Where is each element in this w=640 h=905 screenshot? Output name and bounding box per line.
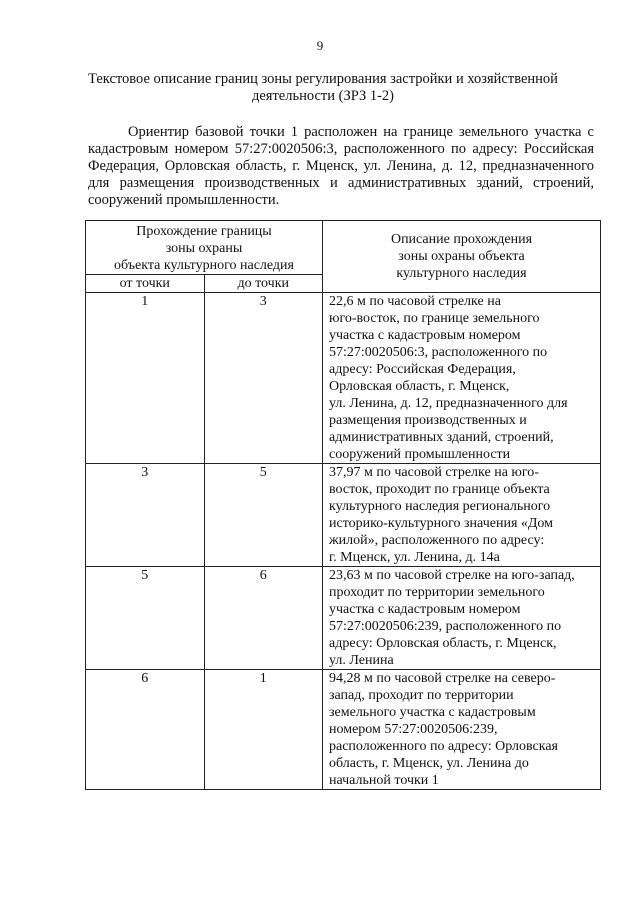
cell-from-point: 1 [86, 293, 205, 464]
boundary-table [85, 220, 601, 790]
cell-to-point: 1 [204, 670, 323, 790]
table-row [86, 567, 601, 670]
cell-to-point: 3 [204, 293, 323, 464]
table-header-row [86, 221, 601, 275]
cell-description: 22,6 м по часовой стрелке на юго-восток, по границе земельного участка с кадастровым номером 57:27:0020506:3, расположенного по адресу: Российская Федерация, Орловская область, г. Мценск, ул. Ленина, д. 12, предназначенного для размещения производственных и административных зданий, строений, сооружений промышленности [323, 293, 601, 464]
table-row [86, 670, 601, 790]
cell-from-point: 5 [86, 567, 205, 670]
cell-description: 37,97 м по часовой стрелке на юго- восток, проходит по границе объекта культурного наследия регионального историко-культурного значения «Дом жилой», расположенного по адресу: г. Мценск, ул. Ленина, д. 14а [323, 464, 601, 567]
header-description: Описание прохождения зоны охраны объекта культурного наследия [323, 221, 601, 293]
header-from-point: от точки [86, 275, 205, 293]
header-to-point: до точки [204, 275, 323, 293]
header-boundary-passage: Прохождение границы зоны охраны объекта культурного наследия [86, 221, 323, 275]
cell-from-point: 6 [86, 670, 205, 790]
cell-from-point: 3 [86, 464, 205, 567]
cell-to-point: 6 [204, 567, 323, 670]
cell-description: 23,63 м по часовой стрелке на юго-запад, проходит по территории земельного участка с кадастровым номером 57:27:0020506:239, расположенного по адресу: Орловская область, г. Мценск, ул. Ленина [323, 567, 601, 670]
page-number: 9 [316, 38, 324, 53]
table-row [86, 293, 601, 464]
document-title: Текстовое описание границ зоны регулирования застройки и хозяйственной деятельности (ЗРЗ 1-2) [88, 71, 558, 104]
intro-paragraph: Ориентир базовой точки 1 расположен на границе земельного участка с кадастровым номером 57:27:0020506:3, расположенного по адресу: Российская Федерация, Орловская область, г. Мценск, ул. Ленина, д. 12, предназначенного для размещения производственных и административных зданий, строений, сооружений промышленности. [88, 124, 594, 208]
table-row [86, 464, 601, 567]
cell-description: 94,28 м по часовой стрелке на северо- запад, проходит по территории земельного участка с кадастровым номером 57:27:0020506:239, расположенного по адресу: Орловская область, г. Мценск, ул. Ленина до начальной точки 1 [323, 670, 601, 790]
cell-to-point: 5 [204, 464, 323, 567]
